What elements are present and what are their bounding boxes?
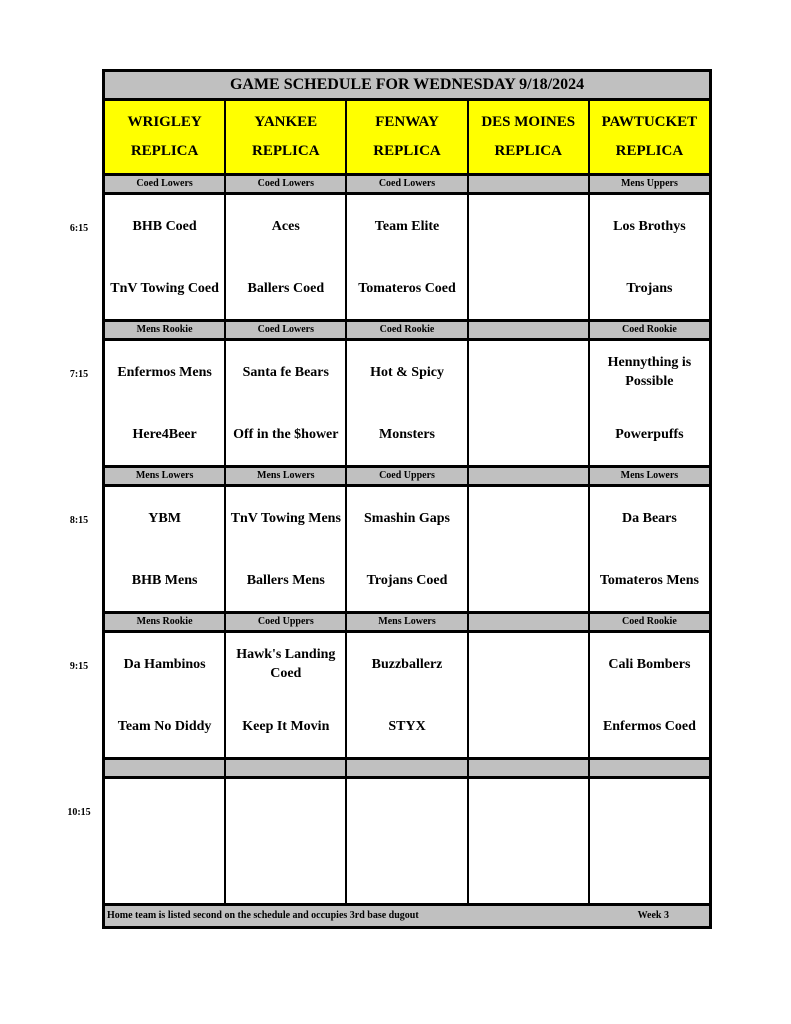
time-label: 8:15 bbox=[69, 515, 89, 526]
game-cell bbox=[226, 633, 347, 757]
home-team bbox=[469, 695, 588, 757]
home-team: Monsters bbox=[379, 426, 435, 442]
division-label: Coed Rookie bbox=[622, 324, 677, 335]
home-team: Here4Beer bbox=[132, 426, 197, 442]
away-team: Smashin Gaps bbox=[364, 510, 450, 526]
division-label: Coed Lowers bbox=[347, 176, 468, 192]
game-cell bbox=[590, 633, 709, 757]
division-row bbox=[102, 757, 712, 776]
division-label bbox=[469, 176, 590, 192]
division-label: Coed Lowers bbox=[105, 176, 226, 192]
game-cell bbox=[469, 487, 590, 611]
game-cell bbox=[590, 487, 709, 611]
away-team bbox=[469, 195, 588, 257]
away-team: Los Brothys bbox=[613, 218, 686, 234]
game-cell bbox=[347, 633, 468, 757]
home-team: Ballers Mens bbox=[246, 572, 325, 588]
game-cell bbox=[469, 779, 590, 903]
home-team: Powerpuffs bbox=[615, 426, 684, 442]
home-team: Tomateros Coed bbox=[358, 280, 456, 296]
division-label: Coed Lowers bbox=[226, 176, 347, 192]
division-row bbox=[102, 465, 712, 484]
home-team: Team No Diddy bbox=[117, 718, 212, 734]
home-team: Off in the $hower bbox=[233, 426, 339, 442]
home-team: Tomateros Mens bbox=[599, 572, 699, 588]
time-slot-row bbox=[69, 484, 712, 611]
division-label bbox=[469, 468, 590, 484]
away-team: YBM bbox=[148, 510, 181, 526]
division-label: Mens Lowers bbox=[347, 614, 468, 630]
division-label: Coed Uppers bbox=[347, 468, 468, 484]
schedule-footer bbox=[102, 903, 712, 929]
field-sub: REPLICA bbox=[130, 143, 199, 159]
footer-note: Home team is listed second on the schedule and occupies 3rd base dugout bbox=[107, 910, 419, 921]
away-team: Team Elite bbox=[374, 218, 440, 234]
home-team bbox=[347, 841, 466, 903]
time-slots bbox=[67, 173, 712, 903]
game-cell bbox=[105, 195, 226, 319]
away-team bbox=[469, 487, 588, 549]
game-cell bbox=[105, 341, 226, 465]
division-label: Coed Rookie bbox=[622, 616, 677, 627]
division-label: Mens Lowers bbox=[226, 468, 347, 484]
division-row bbox=[102, 319, 712, 338]
division-label: Mens Lowers bbox=[105, 468, 226, 484]
home-team bbox=[226, 841, 345, 903]
game-cell bbox=[469, 195, 590, 319]
home-team: Ballers Coed bbox=[247, 280, 325, 296]
time-label: 10:15 bbox=[67, 807, 91, 818]
game-cell bbox=[226, 779, 347, 903]
away-team bbox=[226, 779, 345, 841]
game-cell bbox=[347, 487, 468, 611]
field-header bbox=[226, 101, 347, 173]
time-slot-row bbox=[69, 192, 712, 319]
field-sub: REPLICA bbox=[494, 143, 562, 159]
time-slot-row bbox=[69, 630, 712, 757]
division-label bbox=[469, 614, 590, 630]
away-team: Aces bbox=[271, 218, 300, 234]
away-team: Hot & Spicy bbox=[370, 364, 444, 380]
footer-week: Week 3 bbox=[637, 910, 669, 921]
division-label bbox=[590, 760, 709, 776]
home-team: TnV Towing Coed bbox=[110, 280, 219, 296]
home-team bbox=[105, 841, 224, 903]
division-label: Mens Rookie bbox=[105, 322, 226, 338]
away-team: Hennything is Possible bbox=[607, 355, 692, 389]
away-team: Santa fe Bears bbox=[242, 364, 329, 380]
division-row bbox=[102, 173, 712, 192]
field-header bbox=[347, 101, 468, 173]
away-team bbox=[105, 779, 224, 841]
away-team bbox=[590, 779, 709, 841]
game-cell bbox=[226, 341, 347, 465]
division-label bbox=[469, 322, 590, 338]
field-name: YANKEE bbox=[254, 114, 318, 130]
field-name: FENWAY bbox=[375, 114, 439, 130]
home-team: STYX bbox=[388, 718, 426, 734]
away-team bbox=[469, 633, 588, 695]
game-cell bbox=[347, 341, 468, 465]
away-team: Da Bears bbox=[622, 510, 677, 526]
game-cell bbox=[590, 341, 709, 465]
away-team: Buzzballerz bbox=[371, 656, 443, 672]
field-name: PAWTUCKET bbox=[601, 114, 698, 130]
game-cell bbox=[469, 633, 590, 757]
game-cell bbox=[226, 195, 347, 319]
game-cell bbox=[105, 633, 226, 757]
field-header bbox=[105, 101, 226, 173]
away-team bbox=[347, 779, 466, 841]
home-team bbox=[469, 403, 588, 465]
game-cell bbox=[226, 487, 347, 611]
division-label bbox=[469, 760, 590, 776]
away-team: Da Hambinos bbox=[123, 656, 206, 672]
home-team bbox=[469, 841, 588, 903]
field-sub: REPLICA bbox=[373, 143, 441, 159]
division-label bbox=[226, 760, 347, 776]
division-row bbox=[102, 611, 712, 630]
time-label: 6:15 bbox=[69, 223, 89, 234]
away-team: Hawk's Landing Coed bbox=[236, 647, 336, 681]
field-name: WRIGLEY bbox=[127, 114, 202, 130]
field-header bbox=[590, 101, 709, 173]
game-cell bbox=[105, 487, 226, 611]
time-label: 9:15 bbox=[69, 661, 89, 672]
field-sub: REPLICA bbox=[252, 143, 320, 159]
game-cell bbox=[347, 195, 468, 319]
time-slot-row bbox=[69, 338, 712, 465]
home-team: Keep It Movin bbox=[242, 718, 330, 734]
division-label bbox=[347, 760, 468, 776]
away-team: BHB Coed bbox=[132, 218, 197, 234]
away-team: TnV Towing Mens bbox=[230, 510, 341, 526]
game-cell bbox=[590, 195, 709, 319]
field-header bbox=[469, 101, 590, 173]
game-cell bbox=[347, 779, 468, 903]
away-team: Cali Bombers bbox=[608, 656, 691, 672]
schedule-sheet bbox=[67, 69, 712, 929]
division-label: Mens Uppers bbox=[620, 178, 678, 189]
field-sub: REPLICA bbox=[615, 143, 684, 159]
division-label: Mens Rookie bbox=[105, 614, 226, 630]
home-team: Trojans Coed bbox=[366, 572, 448, 588]
game-cell bbox=[469, 341, 590, 465]
division-label: Coed Lowers bbox=[226, 322, 347, 338]
home-team bbox=[469, 549, 588, 611]
time-label: 7:15 bbox=[69, 369, 89, 380]
home-team: Enfermos Coed bbox=[602, 718, 696, 734]
division-label bbox=[105, 760, 226, 776]
field-name: DES MOINES bbox=[481, 114, 576, 130]
division-label: Coed Uppers bbox=[226, 614, 347, 630]
home-team bbox=[469, 257, 588, 319]
home-team bbox=[590, 841, 709, 903]
home-team: BHB Mens bbox=[131, 572, 198, 588]
home-team: Trojans bbox=[626, 280, 673, 296]
away-team bbox=[469, 779, 588, 841]
field-header-row bbox=[102, 98, 712, 173]
time-slot-row bbox=[67, 776, 712, 903]
division-label: Coed Rookie bbox=[347, 322, 468, 338]
game-cell bbox=[590, 779, 709, 903]
division-label: Mens Lowers bbox=[620, 470, 679, 481]
schedule-title: GAME SCHEDULE FOR WEDNESDAY 9/18/2024 bbox=[102, 69, 712, 98]
away-team: Enfermos Mens bbox=[117, 364, 212, 380]
away-team bbox=[469, 341, 588, 403]
game-cell bbox=[105, 779, 226, 903]
